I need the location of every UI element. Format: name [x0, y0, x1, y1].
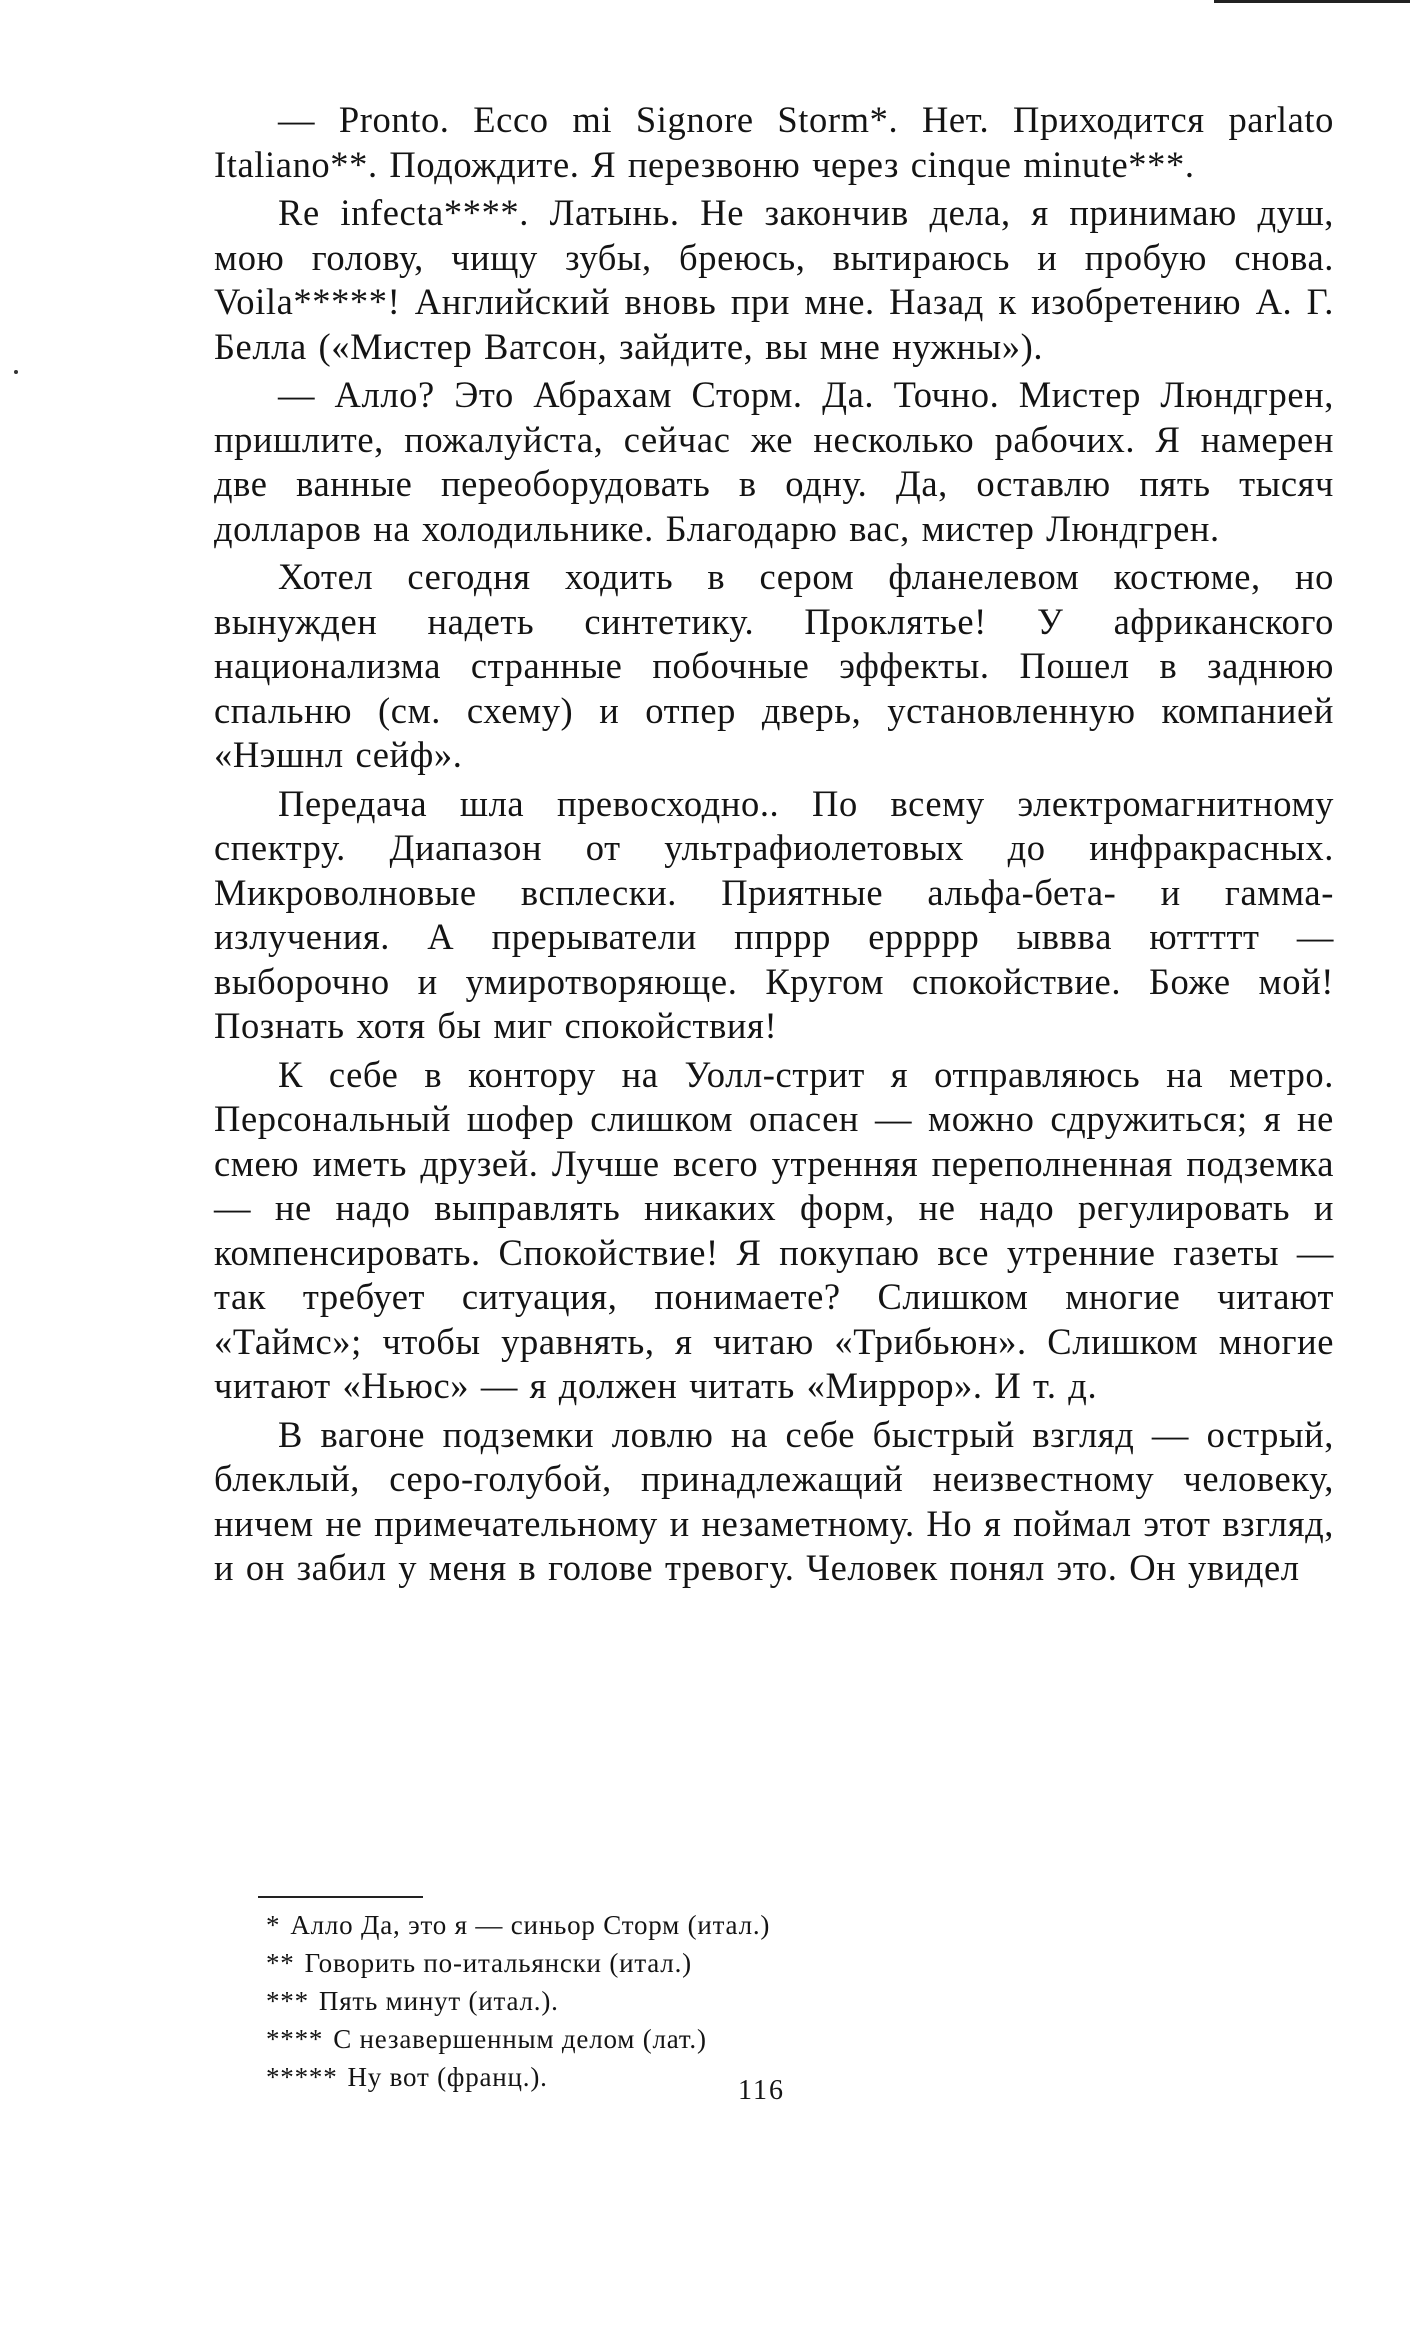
- footnote-marker: ****: [266, 2024, 324, 2054]
- footnote-text: Говорить по-итальянски (итал.): [304, 1948, 692, 1978]
- footnote-marker: *****: [266, 2062, 338, 2092]
- footnote-separator: [258, 1896, 423, 1898]
- footnote-marker: **: [266, 1948, 295, 1978]
- footnotes: [266, 1906, 1166, 2096]
- footnote-marker: ***: [266, 1986, 309, 2016]
- page-number: 116: [738, 2075, 785, 2106]
- footnote-item: [266, 1944, 1166, 1982]
- paragraph: Re infecta****. Латынь. Не закончив дела, я принимаю душ, мою голову, чищу зубы, бреюсь, вытираюсь и пробую снова. Voila*****! Английский вновь при мне. Назад к изобретению А. Г. Белла («Мистер Ватсон, зайдите, вы мне нужны»).: [214, 192, 1334, 367]
- paragraph: — Алло? Это Абрахам Сторм. Да. Точно. Мистер Люндгрен, пришлите, пожалуйста, сейчас же несколько рабочих. Я намерен две ванные переоборудовать в одну. Да, оставлю пять тысяч долларов на холодильнике. Благодарю вас, мистер Люндгрен.: [214, 374, 1334, 549]
- top-edge-rule: [1214, 0, 1410, 3]
- paragraph: — Pronto. Ecco mi Signore Storm*. Нет. Приходится parlato Italiano**. Подождите. Я перезвоню через cinque minute***.: [214, 99, 1334, 185]
- footnote-text: Пять минут (итал.).: [318, 1986, 559, 2016]
- paragraph: Передача шла превосходно.. По всему электромагнитному спектру. Диапазон от ультрафиолетовых до инфракрасных. Микроволновые всплески. Приятные альфа-бета- и гамма-излучения. А прерыватели ппррр ерpppp ывввa юттттт — выборочно и умиротворяюще. Кругом спокойствие. Боже мой! Познать хотя бы миг спокойствия!: [214, 782, 1334, 1046]
- footnote-item: [266, 2058, 1166, 2096]
- footnote-text: Ну вот (франц.).: [347, 2062, 548, 2092]
- footnote-item: [266, 2020, 1166, 2058]
- margin-speck: [14, 370, 18, 374]
- paragraph: Хотел сегодня ходить в сером фланелевом костюме, но вынужден надеть синтетику. Проклятье! У африканского национализма странные побочные эффекты. Пошел в заднюю спальню (см. схему) и отпер дверь, установленную компанией «Нэшнл сейф».: [214, 556, 1334, 775]
- footnote-text: С незавершенным делом (лат.): [333, 2024, 707, 2054]
- paragraph: В вагоне подземки ловлю на себе быстрый взгляд — острый, блеклый, серо-голубой, принадлежащий неизвестному человеку, ничем не примечательному и незаметному. Но я поймал этот взгляд, и он забил у меня в голове тревогу. Человек понял это. Он увидел: [214, 1413, 1334, 1588]
- paragraph: К себе в контору на Уолл-стрит я отправляюсь на метро. Персональный шофер слишком опасен — можно сдружиться; я не смею иметь друзей. Лучше всего утренняя переполненная подземка — не надо выправлять никаких форм, не надо регулировать и компенсировать. Спокойствие! Я покупаю все утренние газеты — так требует ситуация, понимаете? Слишком многие читают «Таймс»; чтобы уравнять, я читаю «Трибьюн». Слишком многие читают «Ньюс» — я должен читать «Миррор». И т. д.: [214, 1053, 1334, 1406]
- footnote-text: Алло Да, это я — синьор Сторм (итал.): [290, 1910, 771, 1940]
- footnote-marker: *: [266, 1910, 281, 1940]
- body-text: [214, 98, 1334, 1595]
- footnote-item: [266, 1906, 1166, 1944]
- footnote-item: [266, 1982, 1166, 2020]
